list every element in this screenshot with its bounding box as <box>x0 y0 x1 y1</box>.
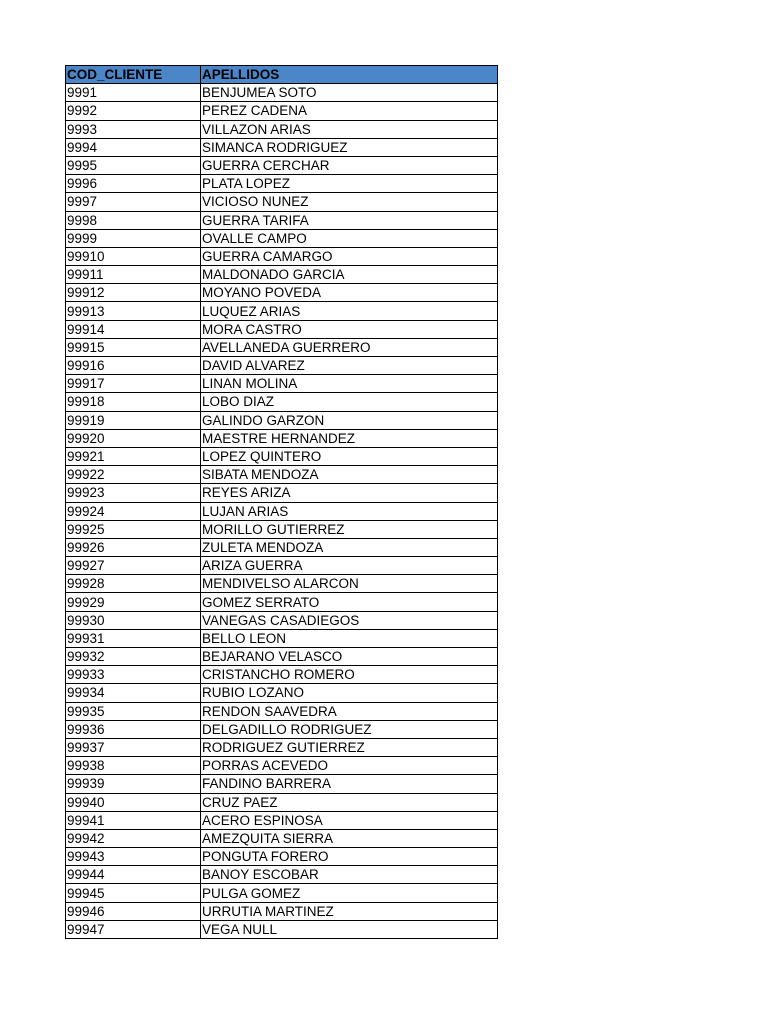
cell-cod-cliente: 99943 <box>66 848 201 866</box>
table-row <box>66 866 498 884</box>
cell-apellidos: FANDINO BARRERA <box>201 775 498 793</box>
table-row <box>66 411 498 429</box>
cell-cod-cliente: 99935 <box>66 702 201 720</box>
cell-cod-cliente: 99942 <box>66 829 201 847</box>
cell-apellidos: BELLO LEON <box>201 629 498 647</box>
cell-apellidos: VILLAZON ARIAS <box>201 120 498 138</box>
cell-cod-cliente: 9991 <box>66 84 201 102</box>
table-row <box>66 575 498 593</box>
table-row <box>66 338 498 356</box>
cell-apellidos: PONGUTA FORERO <box>201 848 498 866</box>
table-row <box>66 902 498 920</box>
table-row <box>66 520 498 538</box>
cell-cod-cliente: 99934 <box>66 684 201 702</box>
cell-apellidos: REYES ARIZA <box>201 484 498 502</box>
cell-apellidos: PLATA LOPEZ <box>201 175 498 193</box>
cell-apellidos: OVALLE CAMPO <box>201 229 498 247</box>
table-row <box>66 193 498 211</box>
cell-cod-cliente: 99933 <box>66 666 201 684</box>
cell-cod-cliente: 99916 <box>66 357 201 375</box>
table-row <box>66 611 498 629</box>
cell-cod-cliente: 99937 <box>66 738 201 756</box>
cell-apellidos: AMEZQUITA SIERRA <box>201 829 498 847</box>
cell-cod-cliente: 99925 <box>66 520 201 538</box>
cell-cod-cliente: 99912 <box>66 284 201 302</box>
table-row <box>66 302 498 320</box>
cell-cod-cliente: 9997 <box>66 193 201 211</box>
client-table <box>65 65 498 939</box>
cell-cod-cliente: 9995 <box>66 156 201 174</box>
cell-apellidos: MAESTRE HERNANDEZ <box>201 429 498 447</box>
cell-apellidos: SIMANCA RODRIGUEZ <box>201 138 498 156</box>
header-row <box>66 66 498 84</box>
cell-apellidos: VEGA NULL <box>201 920 498 938</box>
cell-apellidos: BANOY ESCOBAR <box>201 866 498 884</box>
table-row <box>66 720 498 738</box>
cell-apellidos: RENDON SAAVEDRA <box>201 702 498 720</box>
table-row <box>66 738 498 756</box>
header-cod-cliente: COD_CLIENTE <box>66 66 201 84</box>
cell-apellidos: MORILLO GUTIERREZ <box>201 520 498 538</box>
table-row <box>66 502 498 520</box>
table-row <box>66 120 498 138</box>
table-row <box>66 84 498 102</box>
cell-apellidos: MALDONADO GARCIA <box>201 266 498 284</box>
table-body <box>66 84 498 939</box>
cell-cod-cliente: 99938 <box>66 757 201 775</box>
table-row <box>66 629 498 647</box>
cell-apellidos: PULGA GOMEZ <box>201 884 498 902</box>
table-row <box>66 357 498 375</box>
cell-cod-cliente: 9998 <box>66 211 201 229</box>
cell-apellidos: GALINDO GARZON <box>201 411 498 429</box>
cell-cod-cliente: 9992 <box>66 102 201 120</box>
table-row <box>66 684 498 702</box>
table-row <box>66 247 498 265</box>
cell-cod-cliente: 99940 <box>66 793 201 811</box>
cell-cod-cliente: 99910 <box>66 247 201 265</box>
cell-apellidos: LINAN MOLINA <box>201 375 498 393</box>
cell-apellidos: LUQUEZ ARIAS <box>201 302 498 320</box>
cell-cod-cliente: 99911 <box>66 266 201 284</box>
cell-apellidos: BENJUMEA SOTO <box>201 84 498 102</box>
cell-cod-cliente: 99923 <box>66 484 201 502</box>
cell-apellidos: RODRIGUEZ GUTIERREZ <box>201 738 498 756</box>
table-row <box>66 102 498 120</box>
cell-apellidos: MOYANO POVEDA <box>201 284 498 302</box>
cell-cod-cliente: 99924 <box>66 502 201 520</box>
cell-apellidos: CRISTANCHO ROMERO <box>201 666 498 684</box>
cell-apellidos: ZULETA MENDOZA <box>201 538 498 556</box>
cell-cod-cliente: 99926 <box>66 538 201 556</box>
cell-cod-cliente: 99932 <box>66 648 201 666</box>
cell-cod-cliente: 99918 <box>66 393 201 411</box>
cell-apellidos: GOMEZ SERRATO <box>201 593 498 611</box>
cell-cod-cliente: 9994 <box>66 138 201 156</box>
cell-cod-cliente: 99914 <box>66 320 201 338</box>
table-row <box>66 447 498 465</box>
table-row <box>66 284 498 302</box>
cell-apellidos: BEJARANO VELASCO <box>201 648 498 666</box>
table-row <box>66 593 498 611</box>
cell-cod-cliente: 99920 <box>66 429 201 447</box>
table-row <box>66 538 498 556</box>
table-row <box>66 429 498 447</box>
cell-cod-cliente: 99946 <box>66 902 201 920</box>
cell-apellidos: VICIOSO NUNEZ <box>201 193 498 211</box>
cell-apellidos: RUBIO LOZANO <box>201 684 498 702</box>
cell-apellidos: PEREZ CADENA <box>201 102 498 120</box>
cell-apellidos: LOBO DIAZ <box>201 393 498 411</box>
cell-cod-cliente: 99941 <box>66 811 201 829</box>
table-row <box>66 793 498 811</box>
table-row <box>66 848 498 866</box>
cell-cod-cliente: 9996 <box>66 175 201 193</box>
cell-apellidos: DAVID ALVAREZ <box>201 357 498 375</box>
cell-cod-cliente: 99947 <box>66 920 201 938</box>
table-row <box>66 829 498 847</box>
table-row <box>66 884 498 902</box>
cell-apellidos: ARIZA GUERRA <box>201 557 498 575</box>
table-row <box>66 648 498 666</box>
table-row <box>66 175 498 193</box>
cell-cod-cliente: 99931 <box>66 629 201 647</box>
table-row <box>66 484 498 502</box>
table-row <box>66 266 498 284</box>
cell-apellidos: VANEGAS CASADIEGOS <box>201 611 498 629</box>
cell-apellidos: CRUZ PAEZ <box>201 793 498 811</box>
table-row <box>66 666 498 684</box>
cell-cod-cliente: 99928 <box>66 575 201 593</box>
table-row <box>66 811 498 829</box>
cell-cod-cliente: 99915 <box>66 338 201 356</box>
cell-apellidos: MORA CASTRO <box>201 320 498 338</box>
cell-apellidos: SIBATA MENDOZA <box>201 466 498 484</box>
cell-cod-cliente: 99930 <box>66 611 201 629</box>
cell-apellidos: GUERRA CERCHAR <box>201 156 498 174</box>
cell-cod-cliente: 99919 <box>66 411 201 429</box>
cell-apellidos: GUERRA TARIFA <box>201 211 498 229</box>
cell-apellidos: URRUTIA MARTINEZ <box>201 902 498 920</box>
table-row <box>66 920 498 938</box>
cell-apellidos: GUERRA CAMARGO <box>201 247 498 265</box>
cell-apellidos: DELGADILLO RODRIGUEZ <box>201 720 498 738</box>
table-row <box>66 393 498 411</box>
cell-apellidos: AVELLANEDA GUERRERO <box>201 338 498 356</box>
table-row <box>66 229 498 247</box>
cell-cod-cliente: 9999 <box>66 229 201 247</box>
table-row <box>66 466 498 484</box>
cell-cod-cliente: 99939 <box>66 775 201 793</box>
cell-cod-cliente: 99929 <box>66 593 201 611</box>
table-row <box>66 702 498 720</box>
table-row <box>66 757 498 775</box>
table-row <box>66 156 498 174</box>
cell-apellidos: MENDIVELSO ALARCON <box>201 575 498 593</box>
table-row <box>66 138 498 156</box>
cell-apellidos: ACERO ESPINOSA <box>201 811 498 829</box>
cell-cod-cliente: 99921 <box>66 447 201 465</box>
table-row <box>66 211 498 229</box>
cell-cod-cliente: 99944 <box>66 866 201 884</box>
cell-apellidos: LOPEZ QUINTERO <box>201 447 498 465</box>
cell-apellidos: LUJAN ARIAS <box>201 502 498 520</box>
cell-cod-cliente: 99917 <box>66 375 201 393</box>
table-row <box>66 775 498 793</box>
table-row <box>66 375 498 393</box>
cell-cod-cliente: 99945 <box>66 884 201 902</box>
cell-cod-cliente: 99913 <box>66 302 201 320</box>
table-row <box>66 557 498 575</box>
cell-cod-cliente: 99927 <box>66 557 201 575</box>
cell-apellidos: PORRAS ACEVEDO <box>201 757 498 775</box>
header-apellidos: APELLIDOS <box>201 66 498 84</box>
table-row <box>66 320 498 338</box>
cell-cod-cliente: 99922 <box>66 466 201 484</box>
cell-cod-cliente: 9993 <box>66 120 201 138</box>
cell-cod-cliente: 99936 <box>66 720 201 738</box>
